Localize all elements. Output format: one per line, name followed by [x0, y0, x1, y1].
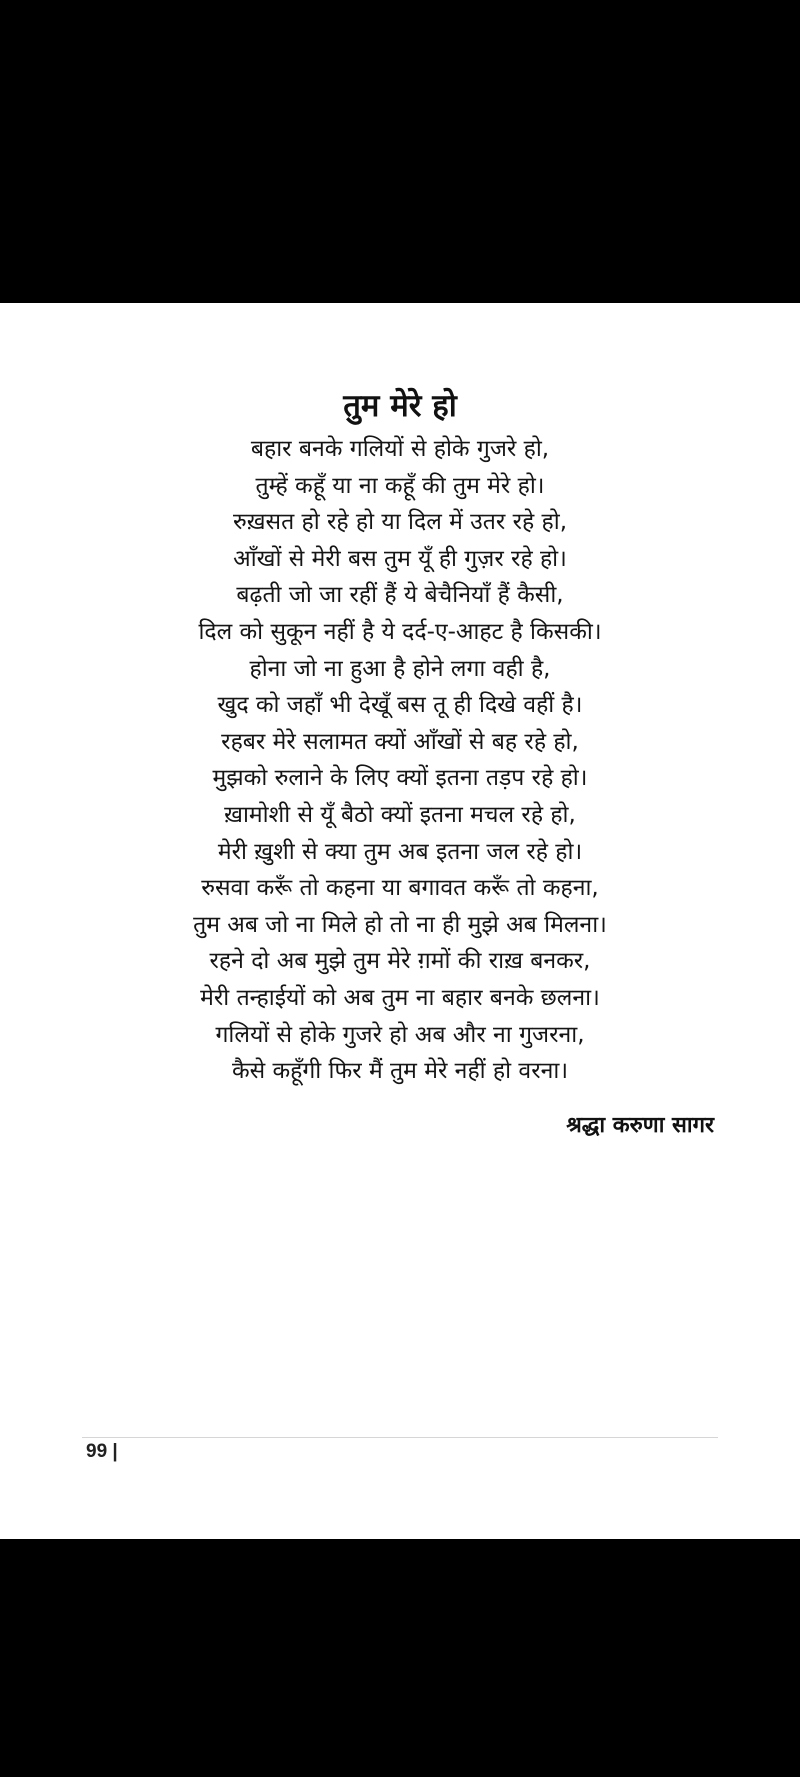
poem-line: बढ़ती जो जा रहीं हैं ये बेचैनियाँ हैं कैसी,: [236, 582, 564, 609]
poem-line: दिल को सुकून नहीं है ये दर्द-ए-आहट है किसकी।: [198, 618, 602, 645]
poem-line: तुम अब जो ना मिले हो तो ना ही मुझे अब मिलना।: [193, 911, 607, 938]
poem-line: होना जो ना हुआ है होने लगा वही है,: [249, 655, 551, 682]
poem-line: मुझको रुलाने के लिए क्यों इतना तड़प रहे हो।: [212, 765, 588, 792]
poem-title: तुम मेरे हो: [343, 388, 457, 424]
poem-line: मेरी ख़ुशी से क्या तुम अब इतना जल रहे हो।: [217, 838, 583, 865]
poem-line: आँखों से मेरी बस तुम यूँ ही गुज़र रहे हो।: [233, 545, 567, 572]
top-black-bar: [0, 0, 800, 303]
poem-line: खुद को जहाँ भी देखूँ बस तू ही दिखे वहीं है।: [217, 692, 583, 719]
poem-line: ख़ामोशी से यूँ बैठो क्यों इतना मचल रहे हो,: [224, 801, 576, 828]
author-name: श्रद्धा करुणा सागर: [566, 1113, 714, 1138]
poem-line: तुम्हें कहूँ या ना कहूँ की तुम मेरे हो।: [255, 472, 545, 499]
poem-line: बहार बनके गलियों से होके गुजरे हो,: [250, 436, 550, 462]
footer-divider: [82, 1437, 718, 1438]
poem-line: रुख़सत हो रहे हो या दिल में उतर रहे हो,: [232, 509, 568, 536]
poem-line: रहबर मेरे सलामत क्यों आँखों से बह रहे हो,: [221, 728, 579, 755]
poem-line: मेरी तन्हाईयों को अब तुम ना बहार बनके छलना।: [200, 984, 600, 1011]
page-number: 99 |: [86, 1441, 118, 1462]
poem-line: रुसवा करूँ तो कहना या बगावत करूँ तो कहना,: [201, 875, 599, 902]
poem-line: रहने दो अब मुझे तुम मेरे ग़मों की राख़ बनकर,: [209, 948, 591, 975]
bottom-black-bar: [0, 1539, 800, 1777]
poem-body: [0, 431, 800, 1090]
poem-line: कैसे कहूँगी फिर मैं तुम मेरे नहीं हो वरना।: [231, 1058, 569, 1085]
book-page: [0, 303, 800, 1539]
poem-line: गलियों से होके गुजरे हो अब और ना गुजरना,: [215, 1021, 585, 1048]
